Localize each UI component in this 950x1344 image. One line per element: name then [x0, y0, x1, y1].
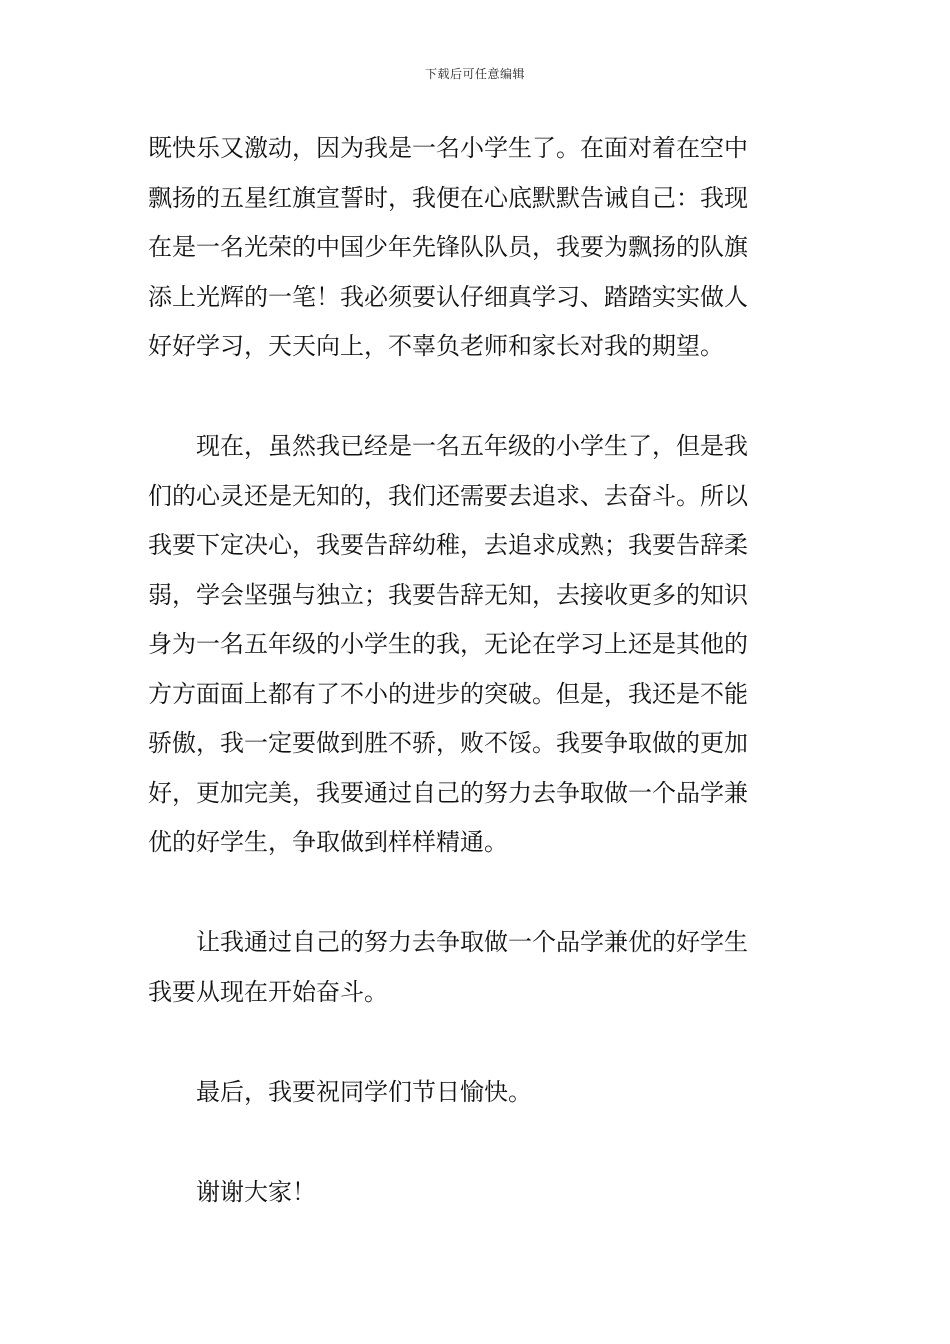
text-line: 好好学习，天天向上，不辜负老师和家长对我的期望。 [148, 332, 724, 360]
text-line: 骄傲，我一定要做到胜不骄，败不馁。我要争取做的更加 [148, 729, 748, 757]
paragraph-2 [148, 422, 808, 868]
paragraph-1 [148, 124, 808, 372]
text-line: 好，更加完美，我要通过自己的努力去争取做一个品学兼 [148, 778, 748, 807]
page-header: 下载后可任意编辑 [424, 67, 525, 81]
text-line: 让我通过自己的努力去争取做一个品学兼优的好学生 [148, 928, 748, 956]
text-line: 既快乐又激动，因为我是一名小学生了。在面对着在空中 [148, 134, 748, 162]
paragraph-5 [148, 1168, 808, 1218]
text-line: 添上光辉的一笔！我必须要认仔细真学习、踏踏实实做人 [148, 282, 748, 311]
paragraph-3 [148, 918, 808, 1017]
text-line: 谢谢大家！ [148, 1178, 316, 1206]
text-line: 方方面面上都有了不小的进步的突破。但是，我还是不能 [148, 679, 748, 708]
text-line: 飘扬的五星红旗宣誓时，我便在心底默默告诫自己：我现 [148, 183, 748, 212]
text-line: 弱，学会坚强与独立；我要告辞无知，去接收更多的知识 [148, 580, 748, 609]
text-line: 我要下定决心，我要告辞幼稚，去追求成熟；我要告辞柔 [148, 531, 748, 559]
text-line: 们的心灵还是无知的，我们还需要去追求、去奋斗。所以 [148, 481, 748, 510]
text-line: 我要从现在开始奋斗。 [148, 977, 388, 1006]
text-line: 最后，我要祝同学们节日愉快。 [148, 1078, 532, 1106]
text-line: 在是一名光荣的中国少年先锋队队员，我要为飘扬的队旗 [148, 233, 748, 261]
text-line: 现在，虽然我已经是一名五年级的小学生了，但是我 [148, 432, 748, 460]
text-line: 身为一名五年级的小学生的我，无论在学习上还是其他的 [148, 630, 748, 658]
paragraph-4 [148, 1068, 808, 1118]
text-line: 优的好学生，争取做到样样精通。 [148, 828, 508, 856]
